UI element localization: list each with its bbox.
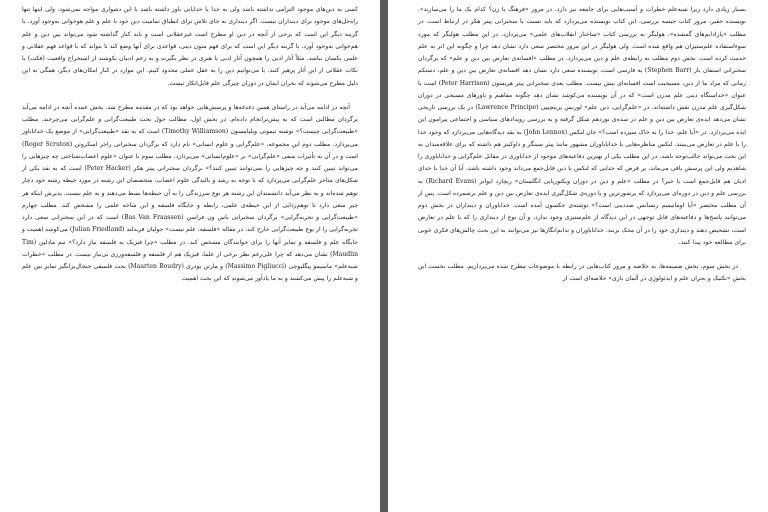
right-paragraph-2: در بخش سوم، بخش ضمیمه‌ها، به خلاصه و مرور کتاب‌هایی در رابطه با موضوعات مطرح شده می‌پردازیم. مطلب نخست این بخش «تکنیک و بحران علم و ایدئولوژی در آلمان نازی» خلاصه‌ای است از xyxy=(418,263,746,283)
left-page-text xyxy=(22,4,358,298)
page-gutter xyxy=(380,0,388,512)
left-page xyxy=(0,0,380,512)
left-paragraph-1: کسی به دین‌های موجود التزامی نداشته باشد ولی به خدا یا خدایانی باور داشته باشد با این دشواری مواجه نمی‌شود. ولی اینها تنها راه‌حل‌های موجود برای دینداران نیست. اگر دینداری به جای تلاش برای انطباق تمامیت دین خود با علم و علم هوخوانی به‌وجود آورد. با گزینه دیگر این است که برخی از آنچه در دین او مطرح است غیرعقلانی است و باید کنار گذاشته شود می‌تواند بین دین و علم هم‌خوانی به‌وجود آورد. با گزینه دیگر این است که برای فهم متون دینی، قواعدی برای آنها وضع کند تا بتواند که با قواعد فهم عقلانی و علمی یکسان نباشد. مثلاً آثار ادبی را همچون آثار ادبی یا هنری در نظر بگیرند و به زعم ادبیان بکوشند از استخراج واقعیت (فکت) یا نکات عقلانی از این آثار پرهیز کنند. یا می‌توانیم دین را به عقل عملی محدود کنیم. این موارد در کنار امکان‌های دیگر، همگی به این دلیل مطرح می‌شوند که بحران ایمان در دوران چیرگی علم قابل‌انکار نیست. xyxy=(22,6,358,87)
right-page xyxy=(388,0,768,512)
right-page-text xyxy=(418,4,746,298)
right-paragraph-1: بسیار زیادی دارد زیرا شبه‌علم خطرات و آسیب‌هایی برای جامعه نیز دارد. در مرور «فرهنگ یا زن؟ کدام یک ما را می‌سازند». نویسنده حقیر، مرور کتاب جیسه بررسی، این کتاب نویسنده می‌پردازد که باید نسبت یا سخنرانی پیتر هکر در ارتباط است. در مطلب «پارادایم‌های گمشده»، هولیگر به بررسی کتاب «ساختار انقلاب‌های علمی» می‌پردازد. در این مطلب هولیگر که مورد سوءاستفاده علم‌ستیزان هم واقع شده است. ولی هولیگر در این مرور مختصر سعی دارد نشان دهد چرا و چگونه این اثر به علم خدمت کرده است. بخش دوم مطلب به رابطه‌ی علم و دین می‌پردازد. در مطلب «افسانه‌ی تعارض بین دین و علم» که برگردان سخنرانی استفان بار (Stephen Barr) به فارسی است، نویسنده سعی دارد نشان دهد افسانه‌ی تعارض بین دین و علم، دستکم زمانی که مراد ما از دین، مسیحیت است افسانه‌ای بیش نیست. مطلب بعدی سخنرانی پیتر هریسون (Peter Harrison) است با عنوان «خداسنگاه دینی علم مدرن است» که در آن نویسنده می‌کوشد نشان دهد چگونه مفاهیم و باورهای مسیحی در دوران شکل‌گیری علم مدرن نقش داشته‌اند. در «علم‌گرایی، دین علم» لورنس پرینچیپی (Lawrence Principe) در یک بررسی تاریخی نشان می‌دهد ایده‌ی تعارض بین دین و علم در سده‌ی نوزدهم شکل گرفته و به بررسی رویدادهای سیاسی و اجتماعی پیرامون این ایده می‌پردازد. در «آیا علم، خدا را به خاک سپرده است؟» جان لنکس (John Lennox) به نقد دیدگاه‌هایی می‌پردازد که وجود خدا را با علم در تعارض می‌بینند. لنکس مناظره‌هایی با خداناباوران مشهور مانند پیتر سینگر و داوکینز هم داشته که برای علاقه‌مندان به این بحث می‌تواند جالب‌توجه باشد. در این مطلب یکی از بهترین دفاعیه‌های موجود از خداباوری در مقابل علم‌گرایی و خداناباوری را شاهدیم ولی این پرسش باقی می‌ماند، بر فرض که خدایی که لنکس با دین قابل‌جمع می‌داند وجود داشته باشد، آیا آن خدا با خدای ادیان هم قابل‌جمع است یا خیر؟ در مطلب «علم و دین در دوران ویکتوریایی انگلستان» ریچارد ایوانز (Richard Evans) به بررسی علم و دین در دوره‌ای می‌پردازد که پرشورترین و یا دوره‌ی شکل‌گیری ایده‌ی تعارض بین دین و علم برشمرده است. پس از آن مطلب مختصر «آیا اومانیسم رنسانس ضددینی است؟» نوشته‌ی جکسون آمده است. خداباوران و دینداران در بخش دوم می‌توانند پاسخ‌ها و دفاعیه‌های قابل توجهی در این دیدگاه از علم‌ستیزی وجود ندارد، و آن نوع از دینداری را که با علم در تعارض است، تشخیص دهند و دینداری خود را در آن محک بزنند. خداناباوران و ندانم‌انگارها نیز می‌توانند به این بحث چالش‌های فکری خوبی برای مطالعه خود پیدا کنند. xyxy=(418,6,747,246)
left-paragraph-2: آنچه در ادامه می‌آید در راستای همین دغدغه‌ها و پرسش‌هایی خواهد بود که در مقدمه مطرح شد. بخش عمده آنچه در ادامه می‌آید برگردان مطالبی است که به پیش‌ترانجام داده‌ام. در بخش اول، مطالب حول بحث طبیعت‌گرایی و علم‌گرایی می‌چرخند. مطلب «طبیعت‌گرایی چیست؟» نوشته تیموتی ویلیامسون (Timothy Williamson) است که به نقد «طبیعت‌گرایی» از موضع یک خداناباور می‌پردازد. مطلب دوم این مجموعه، «علم‌گرایی و علوم انسانی» نام دارد که برگردان سخنرانی راجر اسکروتن (Roger Scruton) است و در آن به تأثیرات منفی «علم‌گرایی» بر «علوم‌انسانی» می‌پردازد. مطلب سوم با عنوان «علوم اعصاب‌شناختی چه چیزهایی را می‌تواند تبیین کنند و چه چیزهایی را نمی‌توانند تبیین کنند؟» برگردان سخنرانی پیتر هکر (Peter Hacker) است که به نقد یکی از شکل‌های متاخر علم‌گرایی می‌پردازد که با توجه به رشد و بالندگی علوم اعصاب، متخصصان این رشته در مورد حیطه رشته خود دچار توهم شده‌اند و به نظر می‌آید دانشمندان این رشته هر نوع سرزندگی را به آن حیطه‌ها بسط می‌دهند و به علم نیست. پذیرش اینکه هر چیز سعی دارد تا توهم‌زدایی از این حیطه‌ی علمی، رابطه و جایگاه فلسفه و این شاخه علمی را مشخص کند. مطلب چهارم «طبیعت‌گرایی و تجربه‌گرایی» برگردان سخنرانی باس ون فراسن (Bas Van Fraassen) است که در این سخنرانی سعی دارد تجربه‌گرایی را از یوغ طبیعت‌گرایی خارج کند. در مقاله «فلسفه، علم نیست» جولیان فریدلند (Julian Friedland) می‌کوشد اهمیت و جایگاه علم و فلسفه و تمایز آنها را برای خوانندگان مشخص کند. در مطلب «چرا فیزیک به فلسفه نیاز دارد؟» تیم مادلین (Tim Maudlin) نشان می‌دهد که چرا علی‌رغم نظر برخی از علما، فیزیک هم از فلسفه و فلسفه‌ورزی بی‌نیاز نیست. در مطلب «خطرات شبه‌علم» ماسیمو پیگلیوچی (Massimo Pigliucci) و مارتن بودری (Maarten Boudry) بحث فلسفی جنجال‌برانگیز تمایز بین علم و شبه‌علم را پیش می‌کشند و به ما یادآور می‌شوند که این بحث اهمیت xyxy=(22,103,358,283)
